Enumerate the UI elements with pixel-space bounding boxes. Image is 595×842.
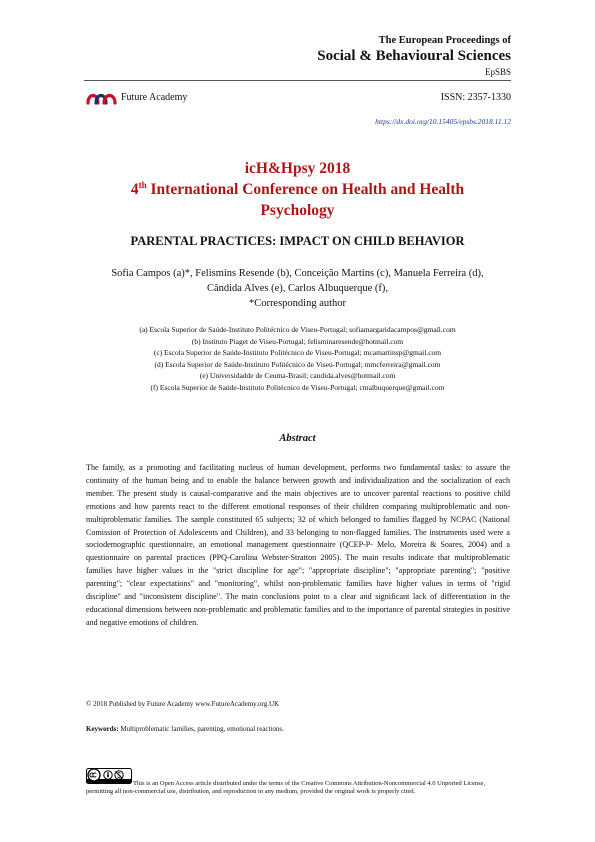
conference-ordinal: 4 — [130, 181, 139, 198]
corresponding-author-note: *Corresponding author — [248, 298, 347, 309]
affiliation-item: (a) Escola Superior de Saúde-Instituto Politécnico de Viseu-Portugal; sofiamargaridacampos@gmail.com — [139, 325, 456, 334]
authors-line-2: Cândida Alves (e), Carlos Albuquerque (f), — [206, 283, 389, 294]
header-divider — [84, 80, 511, 81]
abstract-heading: Abstract — [279, 433, 316, 444]
conference-acronym: icH&Hpsy 2018 — [244, 160, 351, 177]
keywords — [86, 725, 284, 733]
abstract-text: The family, as a promoting and facilitating nucleus of human development, performs two fundamental tasks: to assure the continuity of the human being and to enable the balance between growth and individualization and the socialization of each member. The present study is causal-comparative and the main objectives are to uncover parental reactions to positive child emotions and how parents react to the different emotional responses of their children comparing multiproblematic and non-multiproblematic families. The sample constituted 65 subjects; 32 of which belonged to families flagged by NCPAC (National Comission of Protection of Adolescents and Children), and 33 belonging to non-flagged families. The instruments used were a sociodemographic questionnaire, an emotional management questionnaire (QCEP-P- Melo, Moreira & Soares, 2004) and a questionnaire on parental practices (PPQ-Carolina Webster-Stratton 2005). The main results indicate that multiproblematic families have higher values in the "strict discipline for age"; "appropriate discipline"; "appropriate parenting"; "positive parenting"; "clear expectations" and "monitoring", whilst non-problematic families have higher values in terms of "rigid discipline" and "inconsistent discipline". The main conclusions point to a clear and significant lack of differentiation in the educational dimensions between non-problematic and problematic families and to the importance of parental strategies in positive and negative emotions of children. — [86, 463, 510, 627]
conference-name-line1 — [84, 179, 511, 200]
affiliation-item: (f) Escola Superior de Saúde-Instituto Politécnico de Viseu-Portugal; cmalbuquerque@gmail.com — [150, 382, 445, 392]
conference-name-rest: International Conference on Health and Health — [146, 181, 465, 198]
affiliation-item: (b) Instituto Piaget de Viseu-Portugal; felisminaresende@hotmail.com — [191, 336, 404, 346]
series-name: Social & Behavioural Sciences — [317, 48, 511, 64]
future-academy-logo-icon — [86, 89, 118, 105]
conference-ordinal-suffix: th — [138, 179, 147, 190]
copyright-notice: © 2018 Published by Future Academy www.FutureAcademy.org.UK — [86, 700, 280, 708]
issn: ISSN: 2357-1330 — [440, 92, 511, 103]
series-code: EpSBS — [484, 67, 511, 77]
author-list — [84, 266, 511, 311]
license-notice: This is an Open Access article distributed under the terms of the Creative Commons Attribution-Noncommercial 4.0 Unported License, permitting all non-commercial use, distribution, and reproduction in any medium, provided the original work is properly cited. — [86, 780, 486, 796]
authors-line-1: Sofia Campos (a)*, Felismins Resende (b), Conceição Martins (c), Manuela Ferreira (d), — [111, 268, 484, 279]
publisher-name: Future Academy — [121, 92, 188, 103]
series-prefix: The European Proceedings of — [378, 35, 511, 46]
keywords-label: Keywords: — [86, 725, 119, 733]
paper-title: PARENTAL PRACTICES: IMPACT ON CHILD BEHAVIOR — [130, 234, 465, 248]
conference-title — [84, 158, 511, 221]
affiliation-item: (d) Escola Superior de Saúde-Instituto Politécnico de Viseu-Portugal; mmcferreira@gmail.com — [154, 359, 441, 369]
conference-name-line2: Psychology — [260, 202, 335, 219]
doi-link[interactable]: https://dx.doi.org/10.15405/epsbs.2018.11.12 — [375, 117, 511, 126]
keywords-text: Multiproblematic families, parenting, emotional reactions. — [118, 725, 284, 733]
affiliation-item: (c) Escola Superior de Saúde-Instituto Politécnico de Viseu-Portugal; mcamartinsp@gmail.com — [153, 348, 442, 357]
affiliation-item: (e) Universidadde de Ceuma-Brasil; candida.alves@hotmail.com — [199, 371, 396, 380]
cc-by-nc-license-icon[interactable] — [86, 768, 132, 784]
affiliation-list — [84, 324, 511, 393]
